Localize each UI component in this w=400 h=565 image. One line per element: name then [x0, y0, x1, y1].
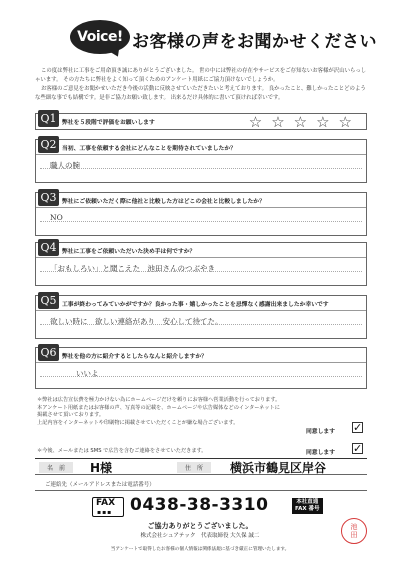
ruled-line — [40, 168, 362, 169]
star-icon[interactable]: ☆ — [316, 113, 330, 131]
privacy-notice: 当アンケートで取得したお客様の個人情報は関係法規に基づき厳正に管理いたします。 — [110, 547, 290, 552]
fax-word: FAX — [96, 498, 116, 508]
rating-stars[interactable] — [249, 115, 352, 130]
question-number: Q2 — [38, 136, 59, 153]
ruled-line — [40, 221, 362, 222]
question-4 — [35, 242, 367, 286]
star-icon[interactable]: ☆ — [248, 113, 263, 131]
star-icon[interactable]: ☆ — [338, 113, 352, 131]
address-label: 住 所 — [177, 462, 211, 473]
question-3 — [35, 192, 367, 236]
intro-paragraph: この度は弊社に工事をご用命頂き誠にありがとうございました。 世の中には弊社の存在やサービスをご存知ないお客様が沢山いらっしゃいます。 その方たちに弊社をよく知って頂くためのアンケート用紙にご協力頂けないでしょうか。 — [35, 68, 367, 83]
agree-label: 同意します — [306, 450, 335, 456]
intro-paragraph: お客様のご意見をお聞かせいただき今後の活動に反映させていただきたいと考えております。 良かったこと、難しかったことどのような些細な事でも結構です。是非ご協力お願い致します。 出来るだけ具体的に書いて頂ければ幸いです。 — [35, 86, 366, 101]
question-header — [36, 193, 366, 208]
fax-number: 0438-38-3310 — [130, 495, 269, 515]
question-number: Q1 — [38, 110, 59, 127]
answer-text[interactable]: 「おもしろい」と聞こえた 池田さんのつぶやき — [50, 264, 215, 273]
question-5 — [35, 295, 367, 339]
question-number: Q6 — [38, 344, 59, 361]
question-header — [36, 243, 366, 258]
hanko-seal — [341, 518, 367, 544]
ruled-line — [40, 271, 362, 272]
fax-machine-icon — [92, 497, 124, 517]
star-icon[interactable]: ☆ — [271, 113, 285, 131]
consent-line: ＊弊社は広告宣伝費を極力かけない為にホームページだけを頼りにお客様へ営業活動を行っております。 — [37, 397, 281, 403]
question-header — [36, 296, 366, 311]
question-text: 弊社に工事をご依頼いただいた決め手は何ですか？ — [62, 248, 196, 255]
name-value[interactable]: H様 — [90, 461, 113, 475]
answer-text[interactable]: 職人の腕 — [50, 161, 80, 170]
fax-keys: ▪▪▪ — [97, 509, 113, 516]
consent-line: 上記内容をインターネットや印刷物に掲載させていただくことが嫌な場合ございます。 — [37, 419, 239, 426]
answer-text[interactable]: NO — [50, 213, 63, 222]
contact-row[interactable] — [35, 477, 367, 491]
question-text: 弊社にご依頼いただく際に他社と比較した方はどこの会社と比較しましたか？ — [62, 198, 265, 205]
star-icon[interactable]: ☆ — [293, 113, 308, 131]
contact-label: ご連絡先（メールアドレスまたは電話番号） — [45, 482, 155, 488]
address-value[interactable]: 横浜市鶴見区岸谷 — [230, 461, 327, 475]
seal-char: 池 — [350, 523, 358, 531]
question-text: 工事が終わってみていかがですか？良かった事・嬉しかったことを忌憚なく感謝出来ましたか幸いです — [62, 301, 329, 308]
question-text: 当初、工事を依頼する会社にどんなことを期待されていましたか？ — [62, 145, 236, 152]
seal-char: 田 — [350, 531, 358, 539]
intro-text — [35, 67, 370, 103]
ruled-line — [40, 324, 362, 325]
question-header — [36, 348, 366, 363]
thanks-text: ご協力ありがとうございました。 — [147, 522, 253, 530]
company-name: 株式会社シュアテック 代表取締役 大久保 誠二 — [140, 533, 260, 539]
fax-tag-line: FAX 番号 — [295, 506, 320, 512]
answer-text[interactable]: いいよ — [76, 369, 99, 378]
ruled-line — [40, 376, 362, 377]
fax-tag — [292, 498, 323, 514]
question-number: Q4 — [38, 239, 59, 256]
question-text: 弊社を他の方に紹介するとしたらなんと紹介しますか？ — [62, 353, 207, 360]
consent-line: ＊今後、メールまたは SMS で広告を含むご連絡をさせていただきます。 — [37, 448, 207, 454]
page-title: お客様の声をお聞かせください — [132, 32, 377, 52]
question-6 — [35, 347, 367, 389]
question-number: Q3 — [38, 189, 59, 206]
fax-tag-line: 本社直通 — [296, 499, 319, 505]
customer-info-row — [35, 458, 367, 475]
agree-label: 同意します — [306, 429, 335, 435]
fax-block — [92, 497, 332, 517]
voice-badge: Voice! — [70, 20, 130, 54]
question-header — [36, 114, 366, 129]
agree-checkbox[interactable]: ✓ — [353, 421, 363, 434]
question-text: 弊社を５段階で評価をお願いします — [62, 120, 155, 126]
header — [70, 20, 377, 56]
question-2 — [35, 139, 367, 183]
answer-text[interactable]: 欲しい時に 欲しい連絡があり 安心して待てた。 — [50, 317, 223, 326]
question-1 — [35, 113, 367, 130]
question-header — [36, 140, 366, 155]
consent-line: 本アンケート用紙またはお客様の声、写真等の記載を、ホームページや広告媒体などのインターネットに — [37, 404, 280, 411]
consent-line: 掲載させて頂いております。 — [37, 412, 105, 418]
name-label: 名 前 — [39, 462, 73, 473]
question-number: Q5 — [38, 292, 59, 309]
agree-checkbox[interactable]: ✓ — [353, 442, 363, 455]
consent-text — [37, 397, 317, 427]
